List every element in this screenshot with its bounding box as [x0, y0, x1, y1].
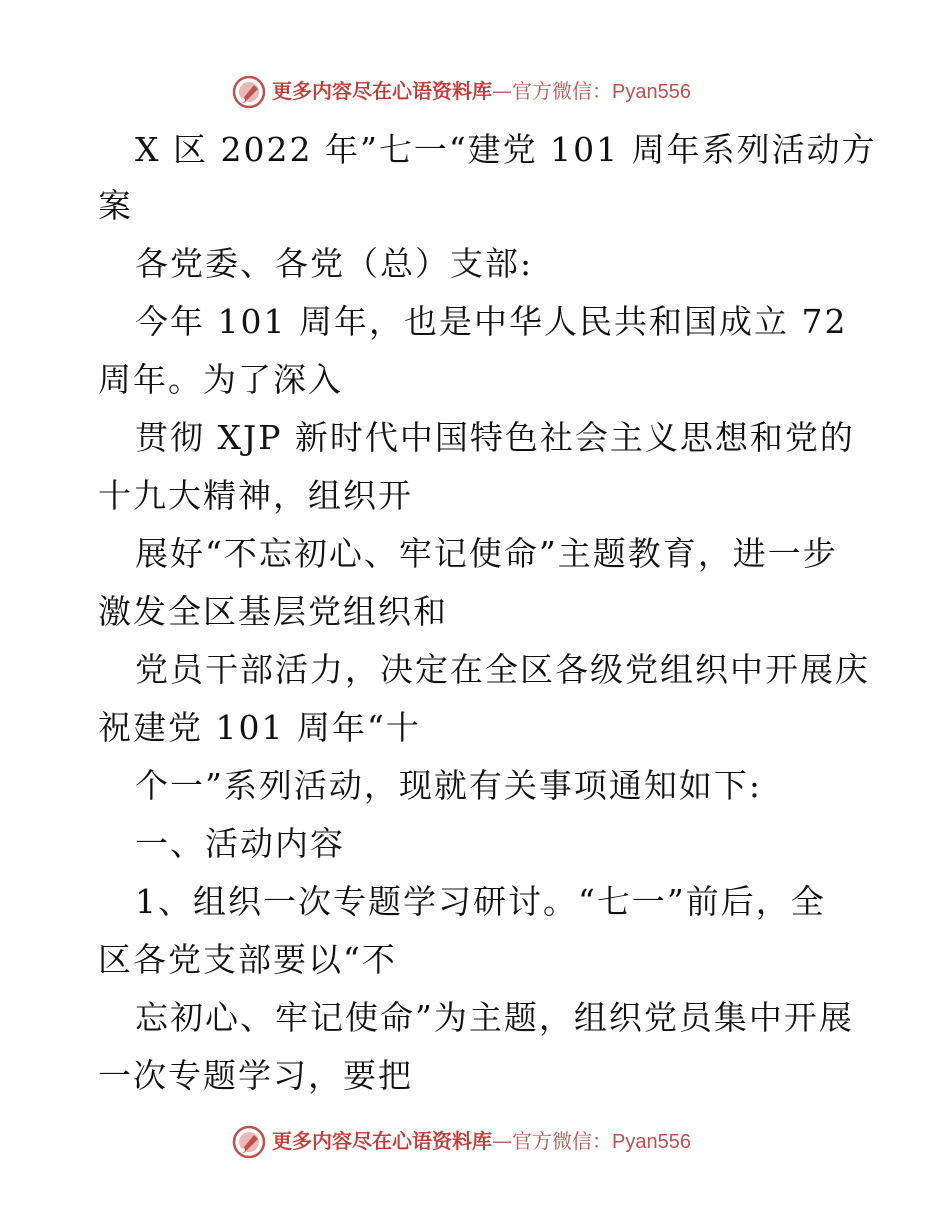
doc-line: 1、组织一次专题学习研讨。“七一”前后，全	[135, 882, 826, 921]
doc-title-line-1: X 区 2022 年”七一“建党 101 周年系列活动方	[135, 130, 877, 169]
doc-line: 个一”系列活动，现就有关事项通知如下:	[135, 766, 762, 805]
watermark-label: 官方微信：	[512, 79, 612, 103]
doc-line: 党员干部活力，决定在全区各级党组织中开展庆	[135, 650, 870, 689]
doc-line: 区各党支部要以“不	[98, 940, 397, 979]
doc-line: 祝建党 101 周年“十	[98, 708, 421, 747]
pen-nib-logo-icon	[232, 1125, 266, 1159]
pen-nib-logo-icon	[232, 75, 266, 109]
doc-title-line-2: 案	[98, 186, 133, 225]
watermark-text	[272, 1128, 691, 1155]
watermark-id: Pyan556	[612, 1131, 691, 1153]
watermark-dash: —	[492, 79, 512, 103]
watermark-highlight: 更多内容尽在心语资料库	[272, 1129, 492, 1153]
watermark-label: 官方微信：	[512, 1129, 612, 1153]
watermark-header	[0, 72, 950, 112]
watermark-footer	[0, 1122, 950, 1162]
doc-line: 一次专题学习，要把	[98, 1056, 413, 1095]
doc-line: 激发全区基层党组织和	[98, 592, 448, 631]
watermark-dash: —	[492, 1129, 512, 1153]
watermark-highlight: 更多内容尽在心语资料库	[272, 79, 492, 103]
doc-salutation: 各党委、各党（总）支部:	[135, 244, 534, 283]
watermark-text	[272, 78, 691, 105]
doc-line: 展好“不忘初心、牢记使命”主题教育，进一步	[135, 534, 838, 573]
doc-section-heading: 一、活动内容	[135, 824, 345, 863]
doc-line: 今年 101 周年，也是中华人民共和国成立 72	[135, 302, 848, 341]
doc-line: 周年。为了深入	[98, 360, 343, 399]
doc-line: 忘初心、牢记使命”为主题，组织党员集中开展	[135, 998, 854, 1037]
doc-line: 十九大精神，组织开	[98, 476, 413, 515]
doc-line: 贯彻 XJP 新时代中国特色社会主义思想和党的	[135, 418, 855, 457]
watermark-id: Pyan556	[612, 81, 691, 103]
